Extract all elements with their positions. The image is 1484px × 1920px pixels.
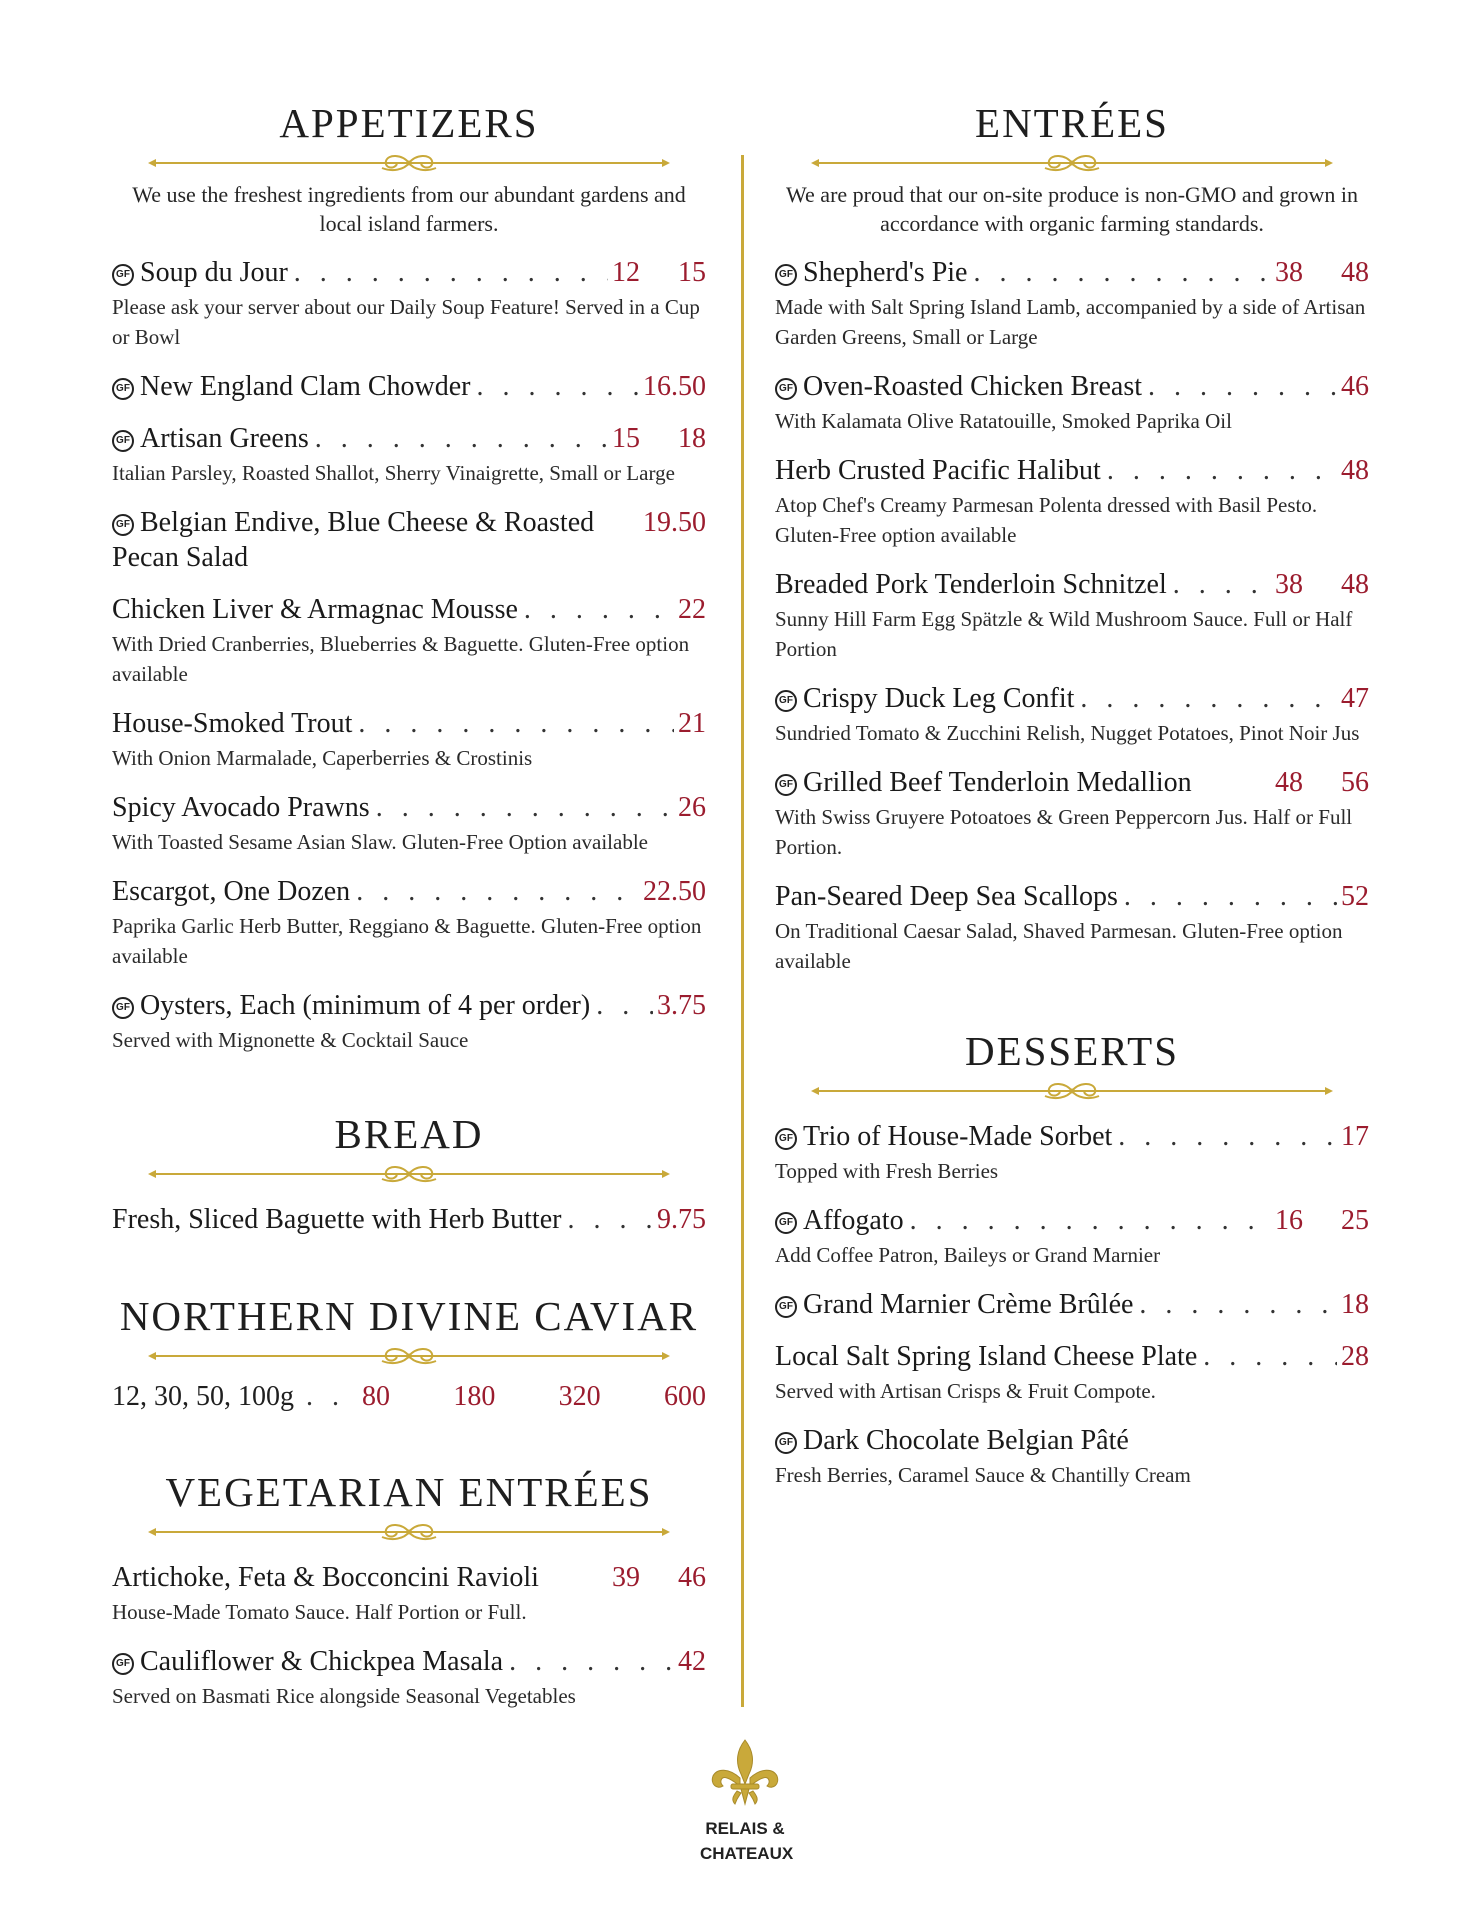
caviar-sizes: 12, 30, 50, 100g [112, 1381, 294, 1412]
menu-item [775, 1119, 1369, 1186]
menu-item-line [775, 1203, 1369, 1238]
menu-item [775, 1339, 1369, 1406]
menu-item-name [775, 453, 1101, 488]
ornament-icon [112, 1345, 706, 1367]
dot-leader [358, 706, 674, 741]
menu-item-name-text: Local Salt Spring Island Cheese Plate [775, 1341, 1198, 1372]
menu-item-line [112, 706, 706, 741]
dessert-list [775, 1119, 1369, 1490]
section-title: BREAD [334, 1111, 484, 1157]
dot-leader [524, 592, 674, 627]
menu-item [112, 874, 706, 971]
menu-item-line [775, 1339, 1369, 1374]
entree-list [775, 255, 1369, 976]
menu-item-name-text: Pan-Seared Deep Sea Scallops [775, 881, 1118, 912]
menu-item-name [775, 255, 967, 290]
menu-item-price: 39 [612, 1562, 640, 1593]
menu-item-name [775, 369, 1142, 404]
menu-item-line [775, 1119, 1369, 1154]
menu-item-description: Atop Chef's Creamy Parmesan Polenta dressed with Basil Pesto. Gluten-Free option available [775, 493, 1318, 547]
menu-item-line [112, 1560, 706, 1595]
menu-item [775, 681, 1369, 748]
vegetarian-section [112, 1469, 706, 1711]
menu-item-description: Add Coffee Patron, Baileys or Grand Marnier [775, 1243, 1161, 1267]
ornament-divider [112, 1163, 706, 1185]
gluten-free-icon: GF [775, 264, 797, 286]
menu-item-price: 38 [1275, 257, 1303, 288]
menu-item-name-text: Herb Crusted Pacific Halibut [775, 455, 1101, 486]
menu-item-price-large: 46 [678, 1562, 706, 1593]
dot-leader [596, 988, 653, 1023]
menu-item-line [775, 567, 1369, 602]
menu-item-price: 18 [1341, 1289, 1369, 1320]
menu-item-name [112, 592, 518, 627]
menu-item-price: 15 [612, 423, 640, 454]
gluten-free-icon: GF [775, 1296, 797, 1318]
menu-item-name-text: Spicy Avocado Prawns [112, 792, 370, 823]
ornament-divider [775, 152, 1369, 174]
section-title: ENTRÉES [975, 100, 1169, 146]
dot-leader [1080, 681, 1337, 716]
gluten-free-icon: GF [112, 378, 134, 400]
menu-item-price: 3.75 [657, 990, 706, 1021]
ornament-icon [112, 1163, 706, 1185]
menu-item-name-text: Breaded Pork Tenderloin Schnitzel [775, 569, 1167, 600]
dot-leader [477, 369, 640, 404]
relais-chateaux-logo [700, 1738, 794, 1863]
entrees-section [775, 100, 1369, 976]
menu-item-description: With Swiss Gruyere Potoatoes & Green Peppercorn Jus. Half or Full Portion. [775, 805, 1353, 859]
menu-item [112, 1644, 706, 1711]
section-description: We use the freshest ingredients from our abundant gardens and local island farmers. [132, 182, 686, 236]
section-title: VEGETARIAN ENTRÉES [165, 1469, 653, 1515]
menu-item-line [112, 421, 706, 456]
bread-list [112, 1202, 706, 1237]
gluten-free-icon: GF [775, 774, 797, 796]
ornament-icon [112, 152, 706, 174]
menu-item-price: 9.75 [657, 1204, 706, 1235]
menu-item-name-text: Dark Chocolate Belgian Pâté [803, 1425, 1129, 1456]
menu-item-price: 21 [678, 708, 706, 739]
menu-item-price: 26 [678, 792, 706, 823]
menu-item [112, 706, 706, 773]
gluten-free-icon: GF [775, 690, 797, 712]
menu-item-name-text: Shepherd's Pie [803, 257, 968, 288]
vegetarian-list [112, 1560, 706, 1711]
menu-item [775, 879, 1369, 976]
gluten-free-icon: GF [112, 997, 134, 1019]
menu-item-line [112, 790, 706, 825]
menu-item-name-text: Escargot, One Dozen [112, 876, 351, 907]
gluten-free-icon: GF [112, 1653, 134, 1675]
menu-item-price: 22.50 [643, 876, 706, 907]
menu-item-description: House-Made Tomato Sauce. Half Portion or Full. [112, 1600, 527, 1624]
menu-item [112, 988, 706, 1055]
gluten-free-icon: GF [112, 514, 134, 536]
appetizer-list [112, 255, 706, 1055]
menu-item-description: With Onion Marmalade, Caperberries & Crostinis [112, 746, 533, 770]
menu-item-price: 28 [1341, 1341, 1369, 1372]
ornament-icon [775, 152, 1369, 174]
menu-item-description: Sundried Tomato & Zucchini Relish, Nugget Potatoes, Pinot Noir Jus [775, 721, 1360, 745]
menu-item-line [775, 369, 1369, 404]
dot-leader [294, 255, 608, 290]
dot-leader [315, 421, 608, 456]
menu-item-name [112, 790, 370, 825]
menu-item-description: Made with Salt Spring Island Lamb, accompanied by a side of Artisan Garden Greens, Small or Large [775, 295, 1366, 349]
dot-leader [356, 874, 639, 909]
menu-item-price-large: 15 [678, 257, 706, 288]
menu-item-name-text: New England Clam Chowder [140, 371, 471, 402]
menu-item-name-text: Crispy Duck Leg Confit [803, 683, 1075, 714]
menu-item-name [112, 1644, 503, 1679]
menu-item-line [775, 255, 1369, 290]
menu-item [775, 567, 1369, 664]
menu-item-name [775, 1423, 1129, 1458]
section-title: APPETIZERS [279, 100, 539, 146]
caviar-price: 80 [362, 1381, 390, 1412]
menu-item-line [775, 1423, 1369, 1458]
menu-item [775, 453, 1369, 550]
dot-leader [1203, 1339, 1337, 1374]
menu-item-description: Served with Mignonette & Cocktail Sauce [112, 1028, 469, 1052]
menu-item-line [112, 1202, 706, 1237]
section-title: NORTHERN DIVINE CAVIAR [119, 1293, 699, 1339]
menu-item-line [775, 765, 1369, 800]
menu-item-name [112, 1202, 561, 1237]
menu-item-price-large: 48 [1341, 569, 1369, 600]
menu-item [112, 1560, 706, 1627]
menu-item-description: Served with Artisan Crisps & Fruit Compote. [775, 1379, 1156, 1403]
dot-leader [1107, 453, 1337, 488]
gluten-free-icon: GF [112, 430, 134, 452]
menu-item-name-text: Oysters, Each (minimum of 4 per order) [140, 990, 591, 1021]
fleur-de-lis-icon [707, 1738, 783, 1808]
logo-text-line: RELAIS & [705, 1819, 785, 1838]
menu-item-name [112, 505, 643, 575]
menu-item [112, 790, 706, 857]
caviar-price: 320 [558, 1381, 601, 1412]
menu-item [775, 1423, 1369, 1490]
menu-item-name [112, 255, 288, 290]
right-column [775, 100, 1369, 1546]
dot-leader [1139, 1287, 1337, 1322]
menu-item-name [112, 706, 352, 741]
section-description: We are proud that our on-site produce is non-GMO and grown in accordance with organic farming standards. [786, 182, 1358, 236]
ornament-icon [112, 1521, 706, 1543]
ornament-divider [775, 1080, 1369, 1102]
dot-leader [509, 1644, 674, 1679]
menu-item-price: 16.50 [643, 371, 706, 402]
menu-item [775, 369, 1369, 436]
menu-item-price: 48 [1341, 455, 1369, 486]
menu-item-price: 12 [612, 257, 640, 288]
menu-item-price: 47 [1341, 683, 1369, 714]
dot-leader [306, 1381, 358, 1413]
menu-item-name-text: Belgian Endive, Blue Cheese & Roasted Pecan Salad [112, 507, 595, 573]
menu-item-price: 42 [678, 1646, 706, 1677]
menu-item-name-text: Fresh, Sliced Baguette with Herb Butter [112, 1204, 562, 1235]
menu-item-line [112, 1644, 706, 1679]
gluten-free-icon: GF [112, 264, 134, 286]
menu-item-description: On Traditional Caesar Salad, Shaved Parmesan. Gluten-Free option available [775, 919, 1343, 973]
dot-leader [973, 255, 1271, 290]
menu-item-line [775, 681, 1369, 716]
menu-item-price: 46 [1341, 371, 1369, 402]
menu-item-name [775, 1203, 904, 1238]
menu-item-price: 38 [1275, 569, 1303, 600]
menu-item [112, 255, 706, 352]
menu-item-line [112, 255, 706, 290]
menu-item-name-text: Grand Marnier Crème Brûlée [803, 1289, 1134, 1320]
section-title: DESSERTS [964, 1028, 1180, 1074]
menu-item-description: Paprika Garlic Herb Butter, Reggiano & Baguette. Gluten-Free option available [112, 914, 702, 968]
dot-leader [910, 1203, 1271, 1238]
menu-item-price-large: 18 [678, 423, 706, 454]
menu-item-description: With Kalamata Olive Ratatouille, Smoked Paprika Oil [775, 409, 1232, 433]
menu-item-description: Italian Parsley, Roasted Shallot, Sherry Vinaigrette, Small or Large [112, 461, 675, 485]
menu-item [775, 255, 1369, 352]
menu-item-name-text: Soup du Jour [140, 257, 288, 288]
menu-item-line [112, 369, 706, 404]
menu-item-line [112, 874, 706, 909]
menu-item-name [775, 681, 1074, 716]
menu-item-name-text: Artisan Greens [140, 423, 309, 454]
menu-item-name [775, 1287, 1133, 1322]
menu-item [112, 421, 706, 488]
menu-item-name-text: Trio of House-Made Sorbet [803, 1121, 1113, 1152]
ornament-icon [775, 1080, 1369, 1102]
menu-item-name [775, 765, 1275, 800]
menu-item [775, 765, 1369, 862]
menu-item-line [112, 505, 706, 575]
dot-leader [1118, 1119, 1337, 1154]
menu-item-price: 52 [1341, 881, 1369, 912]
gluten-free-icon: GF [775, 1128, 797, 1150]
menu-item-name-text: Artichoke, Feta & Bocconcini Ravioli [112, 1562, 539, 1593]
menu-item-name-text: Cauliflower & Chickpea Masala [140, 1646, 504, 1677]
menu-item-name [775, 1339, 1197, 1374]
dot-leader [1148, 369, 1337, 404]
menu-item [112, 505, 706, 575]
menu-item-description: Please ask your server about our Daily Soup Feature! Served in a Cup or Bowl [112, 295, 700, 349]
menu-item-price: 19.50 [643, 507, 706, 538]
menu-item-price-large: 25 [1341, 1205, 1369, 1236]
menu-item-name-text: Oven-Roasted Chicken Breast [803, 371, 1143, 402]
caviar-price: 600 [663, 1381, 706, 1412]
caviar-price: 180 [453, 1381, 496, 1412]
menu-item-description: Fresh Berries, Caramel Sauce & Chantilly Cream [775, 1463, 1191, 1487]
dot-leader [1124, 879, 1337, 914]
menu-item [112, 1202, 706, 1237]
menu-item-name-text: Grilled Beef Tenderloin Medallion [803, 767, 1192, 798]
menu-item [775, 1287, 1369, 1322]
menu-item-name-text: House-Smoked Trout [112, 708, 353, 739]
menu-item-name [112, 874, 350, 909]
menu-item-line [112, 988, 706, 1023]
menu-item-name [112, 1560, 612, 1595]
bread-section [112, 1111, 706, 1237]
menu-item-name [775, 879, 1118, 914]
left-column [112, 100, 706, 1767]
caviar-section [112, 1293, 706, 1413]
menu-item-line [775, 453, 1369, 488]
appetizers-section [112, 100, 706, 1055]
caviar-price-row [112, 1381, 706, 1413]
menu-item-name [775, 567, 1167, 602]
menu-item-name-text: Affogato [803, 1205, 904, 1236]
menu-item-name [775, 1119, 1112, 1154]
menu-item-description: With Toasted Sesame Asian Slaw. Gluten-Free Option available [112, 830, 648, 854]
menu-item-description: Served on Basmati Rice alongside Seasonal Vegetables [112, 1684, 576, 1708]
ornament-divider [112, 152, 706, 174]
menu-item [112, 592, 706, 689]
menu-item-name [112, 988, 590, 1023]
menu-item [775, 1203, 1369, 1270]
gluten-free-icon: GF [775, 378, 797, 400]
menu-item-description: With Dried Cranberries, Blueberries & Baguette. Gluten-Free option available [112, 632, 690, 686]
menu-item-price: 48 [1275, 767, 1303, 798]
menu-item [112, 369, 706, 404]
menu-item-price: 17 [1341, 1121, 1369, 1152]
menu-item-price: 16 [1275, 1205, 1303, 1236]
desserts-section [775, 1028, 1369, 1490]
menu-item-description: Topped with Fresh Berries [775, 1159, 999, 1183]
menu-item-name-text: Chicken Liver & Armagnac Mousse [112, 594, 518, 625]
menu-item-price-large: 56 [1341, 767, 1369, 798]
menu-item-name [112, 421, 309, 456]
ornament-divider [112, 1345, 706, 1367]
column-divider [741, 155, 744, 1707]
gluten-free-icon: GF [775, 1432, 797, 1454]
menu-item-price-large: 48 [1341, 257, 1369, 288]
logo-text-line: CHATEAUX [700, 1844, 794, 1863]
menu-item-line [112, 592, 706, 627]
dot-leader [567, 1202, 653, 1237]
dot-leader [376, 790, 674, 825]
menu-item-price: 22 [678, 594, 706, 625]
gluten-free-icon: GF [775, 1212, 797, 1234]
menu-item-name [112, 369, 471, 404]
menu-item-line [775, 879, 1369, 914]
ornament-divider [112, 1521, 706, 1543]
dot-leader [1173, 567, 1271, 602]
menu-item-line [775, 1287, 1369, 1322]
menu-item-description: Sunny Hill Farm Egg Spätzle & Wild Mushroom Sauce. Full or Half Portion [775, 607, 1353, 661]
